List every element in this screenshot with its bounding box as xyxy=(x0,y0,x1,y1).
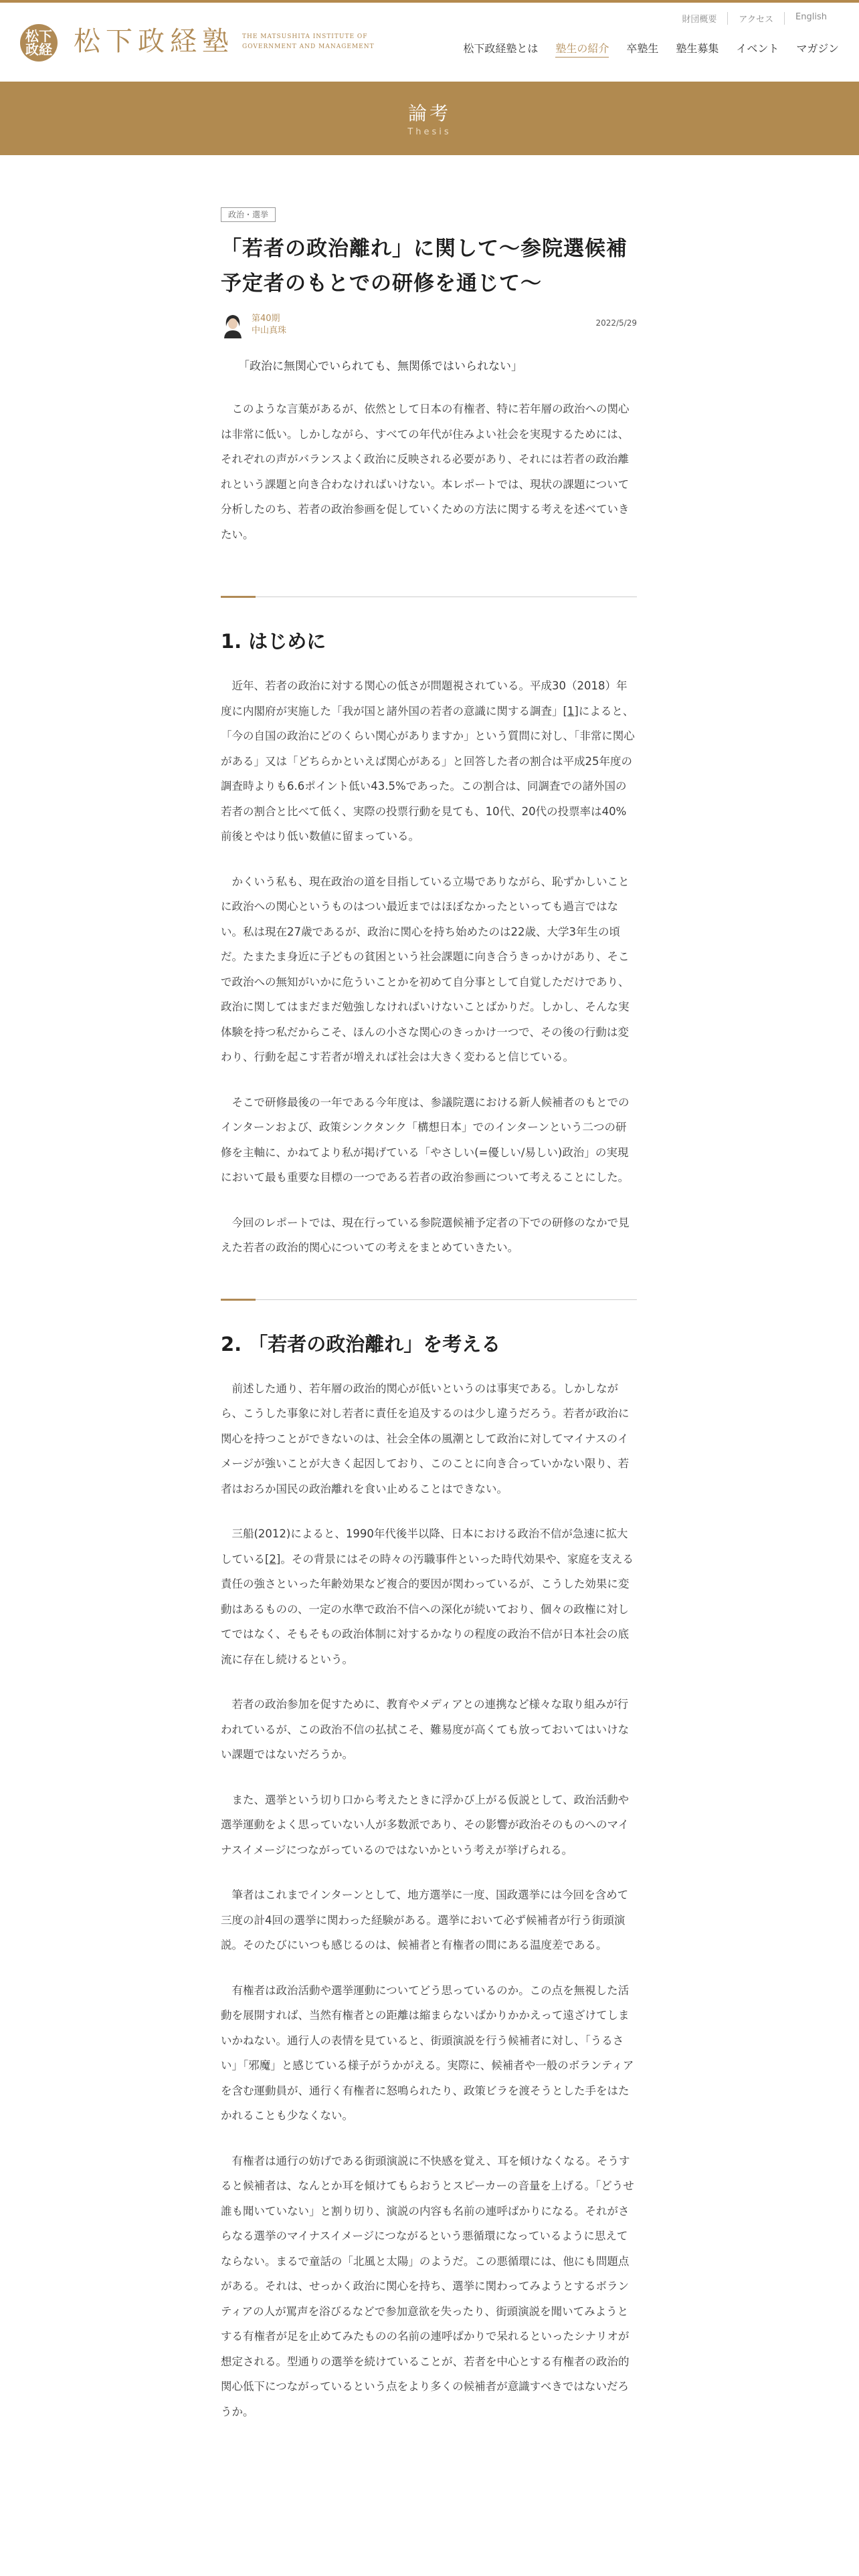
section-paragraph: 前述した通り、若年層の政治的関心が低いというのは事実である。しかしながら、こうした事象に対し若者に責任を追及するのは少し違うだろう。若者が政治に関心を持つことができないのは、社会全体の風潮として政治に対してマイナスのイメージが強いことが大きく起因しており、このことに向き合っていかない限り、若者はおろか国民の政治離れを食い止めることはできない。 xyxy=(221,1382,630,1495)
author-term: 第40期 xyxy=(252,314,280,324)
nav-item-events[interactable]: イベント xyxy=(736,42,779,55)
category-tag[interactable]: 政治・選挙 xyxy=(221,207,276,222)
paragraph-text: 近年、若者の政治に対する関心の低さが問題視されている。平成30（2018）年度に内閣府が実施した「我が国と諸外国の若者の意識に関する調査」 xyxy=(221,679,628,718)
logo-subtitle xyxy=(242,32,375,52)
lead-quote: 「政治に無関心でいられても、無関係ではいられない」 xyxy=(238,360,522,373)
article-meta xyxy=(221,310,637,342)
section-heading: 1. はじめに xyxy=(221,630,326,653)
section-paragraph: また、選挙という切り口から考えたときに浮かび上がる仮説として、政治活動や選挙運動をよく思っていない人が多数派であり、その影響が政治そのものへのマイナスイメージにつながっているのではないかという考えが挙げられる。 xyxy=(221,1793,630,1856)
author-info[interactable] xyxy=(252,313,286,337)
section-paragraph xyxy=(221,673,637,849)
banner-subtitle: Thesis xyxy=(407,127,452,137)
section-paragraph: 有権者は通行の妨げである街頭演説に不快感を覚え、耳を傾けなくなる。そうすると候補者は、なんとか耳を傾けてもらおうとスピーカーの音量を上げる。「どうせ誰も聞いていない」と割り切り、演説の内容も名前の連呼ばかりになる。それがさらなる選挙のマイナスイメージにつながるという悪循環になっているように思えてならない。まるで童話の「北風と太陽」のようだ。この悪循環には、他にも問題点がある。それは、せっかく政治に関心を持ち、選挙に関わってみようとするボランティアの人が罵声を浴びるなどで参加意欲を失ったり、街頭演説を聞いてみようとする有権者が足を止めてみたものの名前の連呼ばかりで呆れるといったシナリオが想定される。型通りの選挙を続けていることが、若者を中心とする有権者の政治的関心低下につながっているという点をより多くの候補者が意識すべきではないだろうか。 xyxy=(221,2154,634,2418)
paragraph-text: 。その背景にはその時々の汚職事件といった時代効果や、家庭を支える責任の強さといった年齢効果など複合的要因が関わっているが、こうした効果に変動はあるものの、一定の水準で政治不信への深化が続いており、個々の政権に対してではなく、そもそもの政治体制に対するかなりの程度の政治不信が日本社会の底流に存在し続けるという。 xyxy=(221,1552,634,1666)
section-paragraph: かくいう私も、現在政治の道を目指している立場でありながら、恥ずかしいことに政治への関心というものはつい最近まではほぼなかったといっても過言ではない。私は現在27歳であるが、政治に関心を持ち始めたのは22歳、大学3年生の頃だ。たまたま身近に子どもの貧困という社会課題に向き合うきっかけがあり、そこで政治への無知がいかに危ういことかを初めて自分事として自覚しただけであり、政治に関してはまだまだ勉強しなければいけないことばかりだ。しかし、そんな実体験を持つ私だからこそ、ほんの小さな関心のきっかけ一つで、その後の行動は変わり、行動を起こす若者が増えれば社会は大きく変わると信じている。 xyxy=(221,875,630,1063)
section-paragraph: 筆者はこれまでインターンとして、地方選挙に一度、国政選挙には今回を含めて三度の計4回の選挙に関わった経験がある。選挙において必ず候補者が行う街頭演説。そのたびにいつも感じるのは、候補者と有権者の間にある温度差である。 xyxy=(221,1889,629,1951)
logo-seal-top: 松下 xyxy=(25,28,52,44)
section-paragraph: そこで研修最後の一年である今年度は、参議院選における新人候補者のもとでのインターンおよび、政策シンクタンク「構想日本」でのインターンという二つの研修を主軸に、かねてより私が掲げている「やさしい(=優しい/易しい)政治」の実現において最も重要な目標の一つである若者の政治参画について考えることにした。 xyxy=(221,1095,630,1184)
util-link-foundation[interactable]: 財団概要 xyxy=(682,15,717,25)
article xyxy=(221,207,637,2424)
section-paragraph: 若者の政治参加を促すために、教育やメディアとの連携など様々な取り組みが行われているが、この政治不信の払拭こそ、難易度が高くても放っておいてはいけない課題ではないだろうか。 xyxy=(221,1698,630,1761)
author-avatar[interactable] xyxy=(221,312,245,338)
section-paragraph xyxy=(221,1521,637,1672)
logo-seal-icon[interactable] xyxy=(20,24,58,62)
nav-item-magazine[interactable]: マガジン xyxy=(796,42,839,55)
util-link-access[interactable]: アクセス xyxy=(727,12,784,25)
logo-subtitle-line: THE MATSUSHITA INSTITUTE OF xyxy=(242,33,368,40)
main-nav xyxy=(463,40,839,58)
paragraph-text: 三船(2012)によると、1990年代後半以降、日本における政治不信が急速に拡大している xyxy=(221,1527,628,1566)
divider-accent xyxy=(221,1299,256,1301)
nav-item-about[interactable]: 松下政経塾とは xyxy=(463,42,539,55)
utility-links xyxy=(671,12,838,25)
page-banner xyxy=(0,82,859,155)
site-header xyxy=(0,3,859,82)
publish-date: 2022/5/29 xyxy=(595,318,637,328)
logo-title[interactable]: 松下政経塾 xyxy=(74,26,234,57)
section-heading: 2. 「若者の政治離れ」を考える xyxy=(221,1332,501,1356)
divider-accent xyxy=(221,596,256,598)
nav-item-alumni[interactable]: 卒塾生 xyxy=(626,42,659,55)
article-title: 「若者の政治離れ」に関して～参院選候補予定者のもとでの研修を通じて～ xyxy=(221,237,628,296)
section-divider xyxy=(221,1299,637,1300)
paragraph-text: によると、「今の自国の政治にどのくらい関心がありますか」という質問に対し、「非常に関心がある」又は「どちらかといえば関心がある」と回答した者の割合は平成25年度の調査時よりも6.6ポイント低い43.5%であった。この割合は、同調査での諸外国の若者の割合と比べて低く、実際の投票行動を見ても、10代、20代の投票率は40%前後とやはり低い数値に留まっている。 xyxy=(221,704,635,843)
footnote-link[interactable]: [2] xyxy=(265,1552,281,1566)
banner-title: 論考 xyxy=(407,102,451,124)
author-name: 中山真珠 xyxy=(252,326,287,336)
nav-item-recruit[interactable]: 塾生募集 xyxy=(676,42,719,55)
logo-subtitle-line: GOVERNMENT AND MANAGEMENT xyxy=(242,43,375,50)
util-link-english[interactable]: English xyxy=(784,12,838,25)
section-paragraph: 今回のレポートでは、現在行っている参院選候補予定者の下での研修のなかで見えた若者の政治的関心についての考えをまとめていきたい。 xyxy=(221,1216,630,1254)
footnote-link[interactable]: [1] xyxy=(563,704,579,718)
logo-seal-bottom: 政経 xyxy=(25,41,52,58)
nav-item-students[interactable]: 塾生の紹介 xyxy=(555,40,609,58)
intro-paragraph: このような言葉があるが、依然として日本の有権者、特に若年層の政治への関心は非常に低い。しかしながら、すべての年代が住みよい社会を実現するためには、それぞれの声がバランスよく政治に反映される必要があり、それには若者の政治離れという課題と向き合わなければいけない。本レポートでは、現状の課題について分析したのち、若者の政治参画を促していくための方法に関する考えを述べていきたい。 xyxy=(221,403,630,541)
section-paragraph: 有権者は政治活動や選挙運動についてどう思っているのか。この点を無視した活動を展開すれば、当然有権者との距離は縮まらないばかりかかえって遠ざけてしまいかねない。通行人の表情を見ていると、街頭演説を行う候補者に対し、「うるさい」「邪魔」と感じている様子がうかがえる。実際に、候補者や一般のボランティアを含む運動員が、通行く有権者に怒鳴られたり、政策ビラを渡そうとした手をはたかれることも少なくない。 xyxy=(221,1983,634,2122)
